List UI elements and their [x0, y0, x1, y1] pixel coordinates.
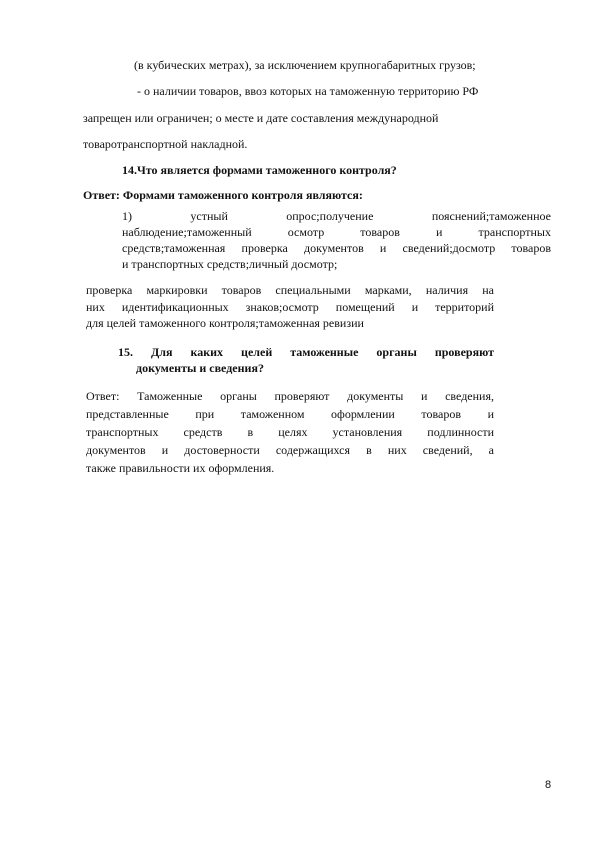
answer-14-list-row: средств;таможенная проверка документов и сведений;досмотр товаров	[122, 241, 551, 255]
answer-14-paragraph-row: для целей таможенного контроля;таможенная ревизии	[86, 316, 364, 330]
answer-15-row: транспортных средств в целях установления подлинности	[86, 425, 494, 439]
intro-line-3: запрещен или ограничен; о месте и дате составления международной	[83, 111, 439, 125]
question-14-title: 14.Что является формами таможенного контроля?	[122, 163, 397, 177]
answer-15-row: Ответ: Таможенные органы проверяют документы и сведения,	[86, 389, 494, 403]
question-15-title: 15. Для каких целей таможенные органы проверяют	[118, 345, 494, 359]
intro-line-4: товаротранспортной накладной.	[83, 137, 248, 151]
answer-14-paragraph-row: них идентификационных знаков;осмотр помещений и территорий	[86, 300, 494, 314]
answer-15-row: также правильности их оформления.	[86, 461, 275, 475]
answer-14-paragraph-row: проверка маркировки товаров специальными марками, наличия на	[86, 283, 494, 297]
intro-line-2: - о наличии товаров, ввоз которых на таможенную территорию РФ	[137, 84, 479, 98]
intro-line-1: (в кубических метрах), за исключением крупногабаритных грузов;	[134, 58, 476, 72]
question-15-title-continued: документы и сведения?	[136, 361, 264, 375]
answer-15-row: документов и достоверности содержащихся в них сведений, а	[86, 443, 494, 457]
answer-14-list-row: 1) устный опрос;получение пояснений;таможенное	[122, 209, 551, 223]
answer-14-heading: Ответ: Формами таможенного контроля являются:	[83, 188, 363, 202]
page-number: 8	[545, 779, 552, 791]
answer-14-list-row: и транспортных средств;личный досмотр;	[122, 257, 338, 271]
answer-14-list-row: наблюдение;таможенный осмотр товаров и транспортных	[122, 225, 551, 239]
answer-15-row: представленные при таможенном оформлении товаров и	[86, 407, 494, 421]
